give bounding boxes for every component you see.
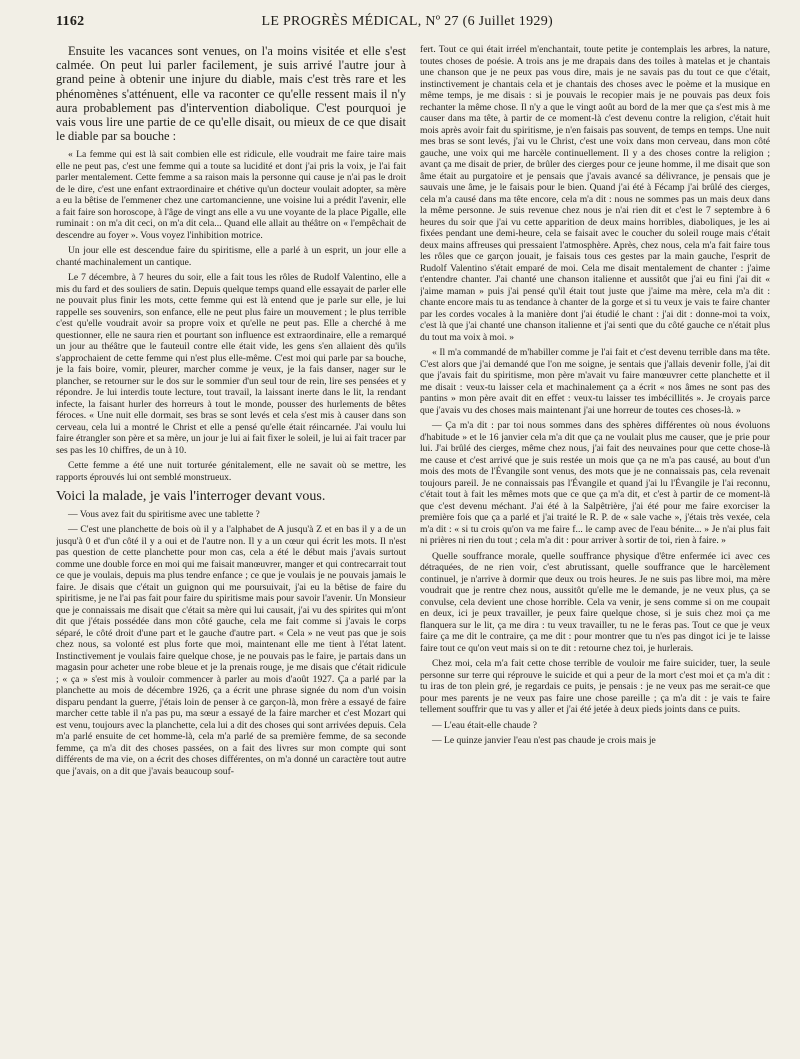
answer: — C'est une planchette de bois où il y a l'alphabet de A jusqu'à Z et en bas il y a de un jusqu'à 0 et d'un côté il y a oui et de l'autre non. Il y a un cœur qui écrit les mots. Il n'est pas question de cette planchette pour mon cas, cela a été le début mais j'avais surtout comme une double force en moi qui me faisait manœuvrer, manger et qui contrecarrait tout ce que je voulais, depuis ma plus tendre enfance ; ce que je voulais je ne pouvais jamais le faire. Je disais que c'était un guignon qui me poursuivait, j'ai eu la bêtise de faire du spiritisme, je ne l'ai pas fait pour faire du spiritisme mais pour savoir l'avenir. Un Monsieur que je connaissais me disait que c'était sa mère qui lui causait, j'ai vu des spirites qui m'ont dit que j'étais possédée dans mon côté gauche, cela me fait comme si j'avais le corps séparé, le côté droit d'une part et le gauche d'autre part. « Cela » ne veut pas que je sois chez nous, sa volonté est plus forte que moi, maintenant elle me tient à l'état latent. Instinctivement je voulais faire quelque chose, je ne pouvais pas le faire, je partais dans un magasin pour acheter une robe bleue et je la prenais rouge, je me disais que c'était ridicule ; « ça » s'est mis à vouloir commencer à parler au mois d'août 1927. Ça a parlé par la planchette au mois de décembre 1926, ça a écrit une phrase signée du nom d'un voisin disparu pendant la guerre, j'étais loin de penser à ce garçon-là, mon frère a essayé de faire marcher cette table il n'a pas pu, ma sœur a essayé de la faire marcher et c'est Mozart qui est venu, toujours avec la planchette, cela lui a dit des choses qui sont arrivées depuis. Cela m'a parlé ensuite de cet homme-là, cela m'a parlé de sa première femme, de sa seconde femme, ça m'a dit des choses passées, on a fait des livres sur mon compte qui sont différents de ma vie, on a écrit des choses différentes, on m'a donné un caractère tout autre que j'avais, on a dit que j'avais beaucoup souf-	[56, 524, 406, 777]
answer: — Le quinze janvier l'eau n'est pas chaude je crois mais je	[432, 735, 656, 746]
paragraph: Un jour elle est descendue faire du spiritisme, elle a parlé à un esprit, un jour elle a chanté machinalement un cantique.	[56, 245, 406, 268]
intro-paragraph: Ensuite les vacances sont venues, on l'a moins visitée et elle s'est calmée. On peut lui parler facilement, je suis arrivé l'autre jour à grand peine à obtenir une injure du diable, mais c'est très rare et les phénomènes s'atténuent, elle va raconter ce qu'elle ressent mais il n'y aura probablement pas d'intervention diabolique. C'est pourquoi je vais vous lire une partie de ce qu'elle disait, ou mieux de ce que disait le diable par sa bouche :	[56, 44, 406, 144]
paragraph: — Ça m'a dit : par toi nous sommes dans des sphères différentes où nous évoluons d'habitude » et le 16 janvier cela m'a dit que ça ne voulait plus me causer, que je prie pour lui. J'ai brûlé des cierges, même chez nous, j'ai fait des neuvaines pour que cette chose-là me cause et c'est arrivé que je suis restée un mois que ça ne m'a pas causé, au bout d'un mois des mots de l'Évangile sont venus, des mots que je ne connaissais pas, cela revenait toujours pareil. Je ne connaissais pas l'Évangile et quand j'ai lu l'Évangile je l'ai reconnu, c'était tout à fait les mêmes mots que ce que ça m'a dit, et c'est à partir de ce moment-là que c'est devenu méchant. J'ai été à la Salpêtrière, j'ai été pour me faire exorciser la première fois que ça a parlé et j'ai traité le R. P. de « sale vache », j'étais très vexée, cela m'a dit : « si tu crois qu'on va me faire f... le camp avec de l'eau bénite... » Je n'ai plus fait ni prières ni rien du tout ; cela m'a dit : pour arriver à sortir de toi, rien à faire. »	[420, 420, 770, 546]
paragraph: fert. Tout ce qui était irréel m'enchantait, toute petite je contemplais les arbres, la nature, toutes choses de poésie. A trois ans je me drapais dans des toiles à matelas et je chantais une chanson que je ne peux pas vous dire, mais je ne savais pas du tout ce que c'était, instinctivement je chantais cela et je chantais des choses avec le poème et la musique en même temps, je me disais : si je pouvais le recopier mais je ne pouvais pas deux fois rechanter la même chose. Il n'y a que le vingt août au bord de la mer que ça s'est mis à me causer dans ma tête, à partir de ce moment-là c'est devenu contre la religion, c'était huit mois après avoir fait du spiritisme, je n'en faisais pas souvent, de temps en temps. Une nuit mes bras se sont levés, j'ai vu le Christ, c'est une voix dans mon cerveau, dans mon côté gauche, une voix qui me harcèle continuellement. Il y a des choses contre la religion ; avant ça me disait de prier, de brûler des cierges pour ce jeune homme, il me disait que son âme était au purgatoire et je pensais que j'avais avancé sa délivrance, je pensais que je sauvais une âme, je le faisais pour le bien. Quand j'ai été à Fécamp j'ai brûlé des cierges, cela m'a causé dans ma tête encore, cela m'a dit : nous ne sommes pas un mais deux dans la même personne. Je suis revenue chez nous je n'ai rien dit et c'est le 7 septembre à 6 heures du soir que j'ai vu cette apparition de deux mains horribles, diaboliques, je les ai fixées pendant une demi-heure, cela se faisait avec le coucher du soleil rouge mais c'était deux mains affreuses qui pressaient l'atmosphère. Après, chez nous, cela m'a fait faire tous les rôles que ce garçon jouait, je faisais tous ces gestes par la main gauche, l'esprit de Rudolf Valentino s'était emparé de moi. Cela me disait mentalement de chanter : j'aime t'entendre chanter. J'ai chanté une chanson italienne et aussitôt que j'ai eu fini j'ai dit « j'aime maman » puis j'ai pensé qu'il était tout juste que j'aime ma mère, cela m'a dit : chante encore mais tu as tendance à chanter de la gorge et si tu veux je vais te faire chanter par les cordes vocales à la manière dont j'ai étudié le chant : j'ai dit : donne-moi ta voix, c'est là que j'ai chanté une chanson italienne et j'ai senti que du côté gauche ce n'était plus du tout ma voix à moi. »	[420, 44, 770, 343]
question: — Vous avez fait du spiritisme avec une tablette ?	[68, 508, 260, 520]
right-column	[420, 44, 770, 1059]
paragraph: Quelle souffrance morale, quelle souffrance physique d'être enfermée ici avec ces détraquées, de ne rien voir, c'est abrutissant, quelle souffrance que le harcèlement continuel, je n'arrive à dormir que deux ou trois heures. Je ne suis pas libre moi, ma mère voudrait que je rentre chez nous, aussitôt qu'elle me le demande, je ne veux plus, ça se convulse, cela devient une chose horrible. Cela va venir, je sens comme si on me coupait en deux, ici je peux travailler, je peux faire quelque chose, si je suis chez moi ça me flanquera sur le lit, ça me dira : tu veux travailler, tu ne le feras pas. Tout ce que je veux faire ça me dit le contraire, ça me dit : pour montrer que tu n'es pas dingot ici je te laisse faire tout ce qu'on veut mais si on te dit : retourne chez toi, je hurlerais.	[420, 550, 770, 654]
paragraph: « Il m'a commandé de m'habiller comme je l'ai fait et c'est devenu terrible dans ma tête. C'est alors que j'ai demandé que l'on me soigne, je sentais que j'allais devenir folle, j'ai dit que j'avais fait du spiritisme, mon père m'avait vu faire manœuvrer cette planchette et il me disait : veux-tu laisser cela et machinalement ça a écrit « nos âmes ne sont pas des pantins » mon père avait dit en effet : veux-tu laisser tes imbécillités ». Je croyais parce que j'avais vu des choses mais maintenant j'ai une horreur de toutes ces choses-là. »	[420, 347, 770, 416]
section-heading: Voici la malade, je vais l'interroger devant vous.	[56, 489, 326, 505]
left-column	[56, 44, 406, 1059]
journal-title: LE PROGRÈS MÉDICAL, Nº 27 (6 Juillet 1929)	[261, 14, 553, 29]
page-number: 1162	[56, 14, 85, 29]
page-header	[56, 14, 770, 30]
question: — L'eau était-elle chaude ?	[432, 719, 538, 731]
text-columns	[56, 44, 770, 1059]
paragraph: Chez moi, cela m'a fait cette chose terrible de vouloir me faire suicider, tuer, la seule personne sur terre qui réprouve le suicide et qui a peur de la mort c'est moi et ça m'a dit : tu iras de ton plein gré, je regardais ce puits, je pensais : je ne veux pas me serait-ce que pour mes parents je ne veux pas faire une chose pareille ; ça m'a dit : je vais te faire tellement souffrir que tu vas y aller et j'ai été jetée à deux pieds joints dans ce puits.	[420, 658, 770, 715]
quote-paragraph: « La femme qui est là sait combien elle est ridicule, elle voudrait me faire taire mais elle ne peut pas, c'est une femme qui a toute sa lucidité et dont j'ai pris la voix, je l'ai fait parler mentalement. Cette femme a sa raison mais la personne qui cause je n'ai pas le droit de le dire, c'est une enfant extraordinaire et chétive qu'un docteur voulait adopter, sa mère a eu la bêtise de l'emmener chez une cartomancienne, une voisine lui a prédit l'avenir, elle a fait faire son horoscope, à l'âge de vingt ans elle a vu une voyante de la place Pigalle, elle ruminait : on m'a dit ceci, on m'a dit cela... Quand elle allait au théâtre on « l'empêchait de descendre au foyer ». Vous voyez l'inhibition motrice.	[56, 149, 406, 241]
paragraph: Cette femme a été une nuit torturée génitalement, elle ne savait où se mettre, les rapports éprouvés lui ont semblé monstrueux.	[56, 460, 406, 483]
paragraph: Le 7 décembre, à 7 heures du soir, elle a fait tous les rôles de Rudolf Valentino, elle a mis du fard et des souliers de satin. Depuis quelque temps quand elle essayait de parler elle ne pouvait plus finir les mots, cette femme qui est là entend que je parle sur elle, je lui rappelle ses souvenirs, son enfance, elle ne peut plus faire un mouvement ; le plus terrible c'est qu'elle voudrait avoir sa propre voix et qu'elle ne peut pas. Elle a cherché à me questionner, elle ne saura rien et pourtant son influence est extraordinaire, elle a remarqué un jour au théâtre que le fauteuil contre elle était vide, les gens s'en allaient dès qu'ils s'approchaient de cette femme qui n'est plus elle-même. C'est moi qui parle par sa bouche, je la fais boire, vomir, pleurer, marcher comme je veux, je la fais danser, nager sur le plancher, se retourner sur le dos sur le sommier d'un seul tour de rein, lire ses pensées et y répondre. Je lui interdis toute lecture, tout travail, la laissant inerte dans le lit, la rendant infecte, la faisant hurler des horreurs à tout le monde, pousser des hurlements de bêtes féroces. « Une nuit elle dormait, ses bras se sont levés et cela s'est mis à causer dans son cerveau, cela lui a montré le Christ et elle a pensé qu'elle était réincarnée. J'ai voulu lui faire étrangler son père et sa mère, un jour je lui ai fait fixer le soleil, je lui ai fait tracer par ses pas les 10 chiffres, de un à 10.	[56, 272, 406, 456]
